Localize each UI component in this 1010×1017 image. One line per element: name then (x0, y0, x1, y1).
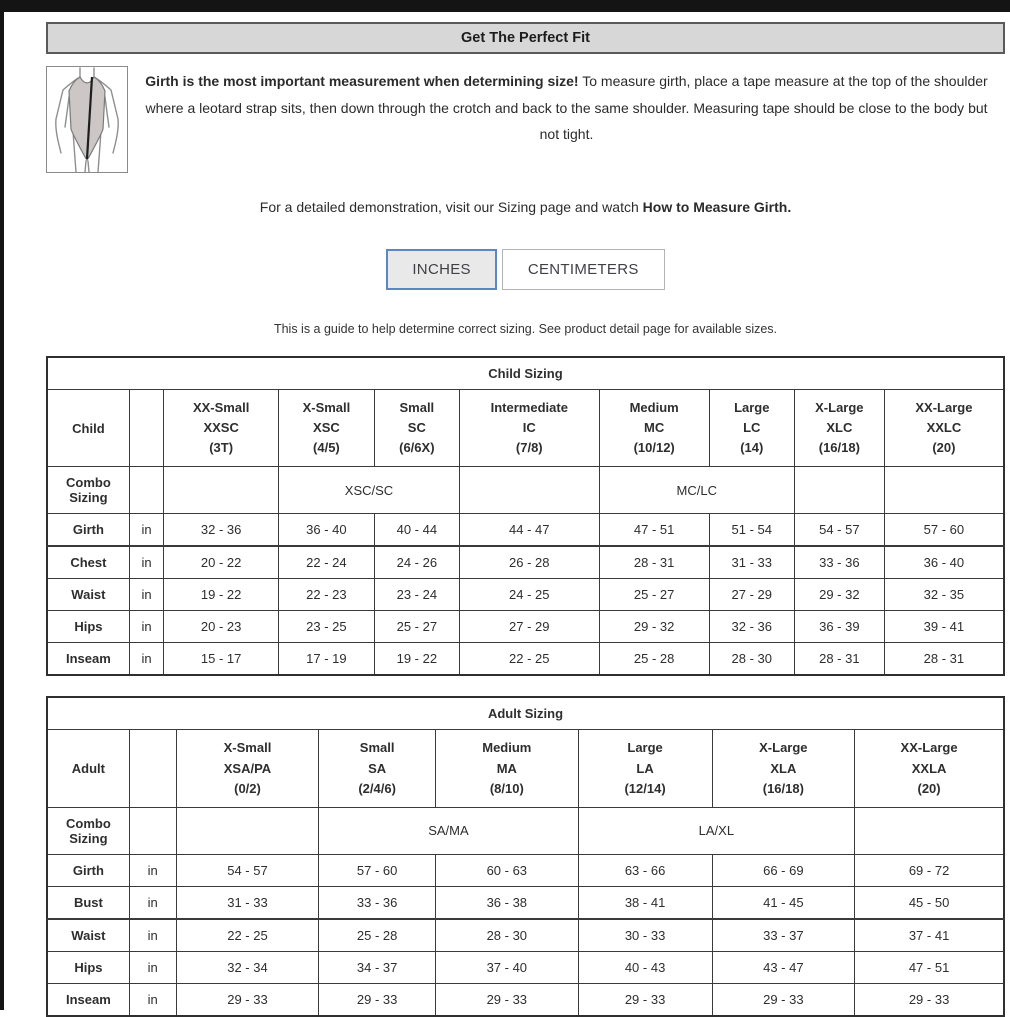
inches-button[interactable]: INCHES (386, 249, 496, 290)
size-value-cell: 29 - 32 (794, 579, 884, 611)
column-header (709, 390, 794, 467)
size-value-cell: 25 - 28 (599, 643, 709, 676)
size-value-cell: 25 - 27 (599, 579, 709, 611)
unit-cell: in (129, 951, 176, 983)
size-value-cell: 29 - 33 (436, 983, 579, 1016)
size-value-cell: 28 - 30 (436, 919, 579, 952)
unit-cell: in (129, 854, 176, 886)
size-value-cell: 24 - 26 (374, 546, 459, 579)
table-caption: Child Sizing (47, 357, 1004, 390)
unit-cell: in (129, 579, 163, 611)
measurement-label: Waist (47, 919, 129, 952)
size-value-cell: 31 - 33 (709, 546, 794, 579)
combo-cell (164, 467, 279, 514)
table-row (47, 514, 1004, 547)
size-value-cell: 31 - 33 (176, 886, 319, 919)
size-value-cell: 29 - 33 (319, 983, 436, 1016)
size-value-cell: 25 - 27 (374, 611, 459, 643)
column-header (459, 390, 599, 467)
size-value-cell: 38 - 41 (578, 886, 712, 919)
combo-cell: LA/XL (578, 807, 855, 854)
combo-cell (459, 467, 599, 514)
table-row (47, 919, 1004, 952)
measurement-label: Bust (47, 886, 129, 919)
size-value-cell: 54 - 57 (794, 514, 884, 547)
column-header (712, 730, 855, 807)
column-header (176, 730, 319, 807)
column-header (279, 390, 375, 467)
measurement-label: Inseam (47, 983, 129, 1016)
unit-cell: in (129, 546, 163, 579)
combo-cell (794, 467, 884, 514)
girth-instructions-bold: Girth is the most important measurement when determining size! (145, 73, 579, 89)
column-header-sizes: (12/14) (624, 780, 666, 796)
size-value-cell: 32 - 36 (709, 611, 794, 643)
size-value-cell: 28 - 31 (599, 546, 709, 579)
unit-cell (129, 807, 176, 854)
column-header-sizes: (16/18) (762, 780, 804, 796)
size-value-cell: 28 - 30 (709, 643, 794, 676)
column-header-sizes: (20) (932, 440, 956, 456)
column-header-code: XXSC (203, 420, 239, 436)
size-value-cell: 45 - 50 (855, 886, 1004, 919)
size-value-cell: 54 - 57 (176, 854, 319, 886)
size-value-cell: 25 - 28 (319, 919, 436, 952)
girth-instructions (128, 68, 1005, 148)
window-frame-left (0, 0, 4, 1010)
column-header-code: XSA/PA (223, 760, 272, 776)
combo-cell: SA/MA (319, 807, 578, 854)
column-header (319, 730, 436, 807)
size-value-cell: 23 - 25 (279, 611, 375, 643)
size-value-cell: 32 - 34 (176, 951, 319, 983)
unit-cell: in (129, 611, 163, 643)
size-value-cell: 29 - 33 (578, 983, 712, 1016)
size-value-cell: 39 - 41 (884, 611, 1004, 643)
size-value-cell: 57 - 60 (319, 854, 436, 886)
size-value-cell: 19 - 22 (374, 643, 459, 676)
size-value-cell: 32 - 35 (884, 579, 1004, 611)
column-header-name: Intermediate (490, 400, 568, 415)
column-header-name: X-Small (302, 400, 351, 415)
unit-cell: in (129, 886, 176, 919)
table-row (47, 611, 1004, 643)
unit-toggle (46, 249, 1005, 290)
size-value-cell: 69 - 72 (855, 854, 1004, 886)
column-header-sizes: (3T) (209, 440, 234, 456)
column-header-name: XX-Large (915, 400, 973, 415)
column-header-code: XLC (826, 420, 853, 436)
column-header (855, 730, 1004, 807)
size-value-cell: 57 - 60 (884, 514, 1004, 547)
column-header-code: XSC (313, 420, 340, 436)
measurement-label: Girth (47, 514, 129, 547)
size-value-cell: 23 - 24 (374, 579, 459, 611)
size-value-cell: 24 - 25 (459, 579, 599, 611)
combo-cell (176, 807, 319, 854)
table-row (47, 854, 1004, 886)
combo-cell (855, 807, 1004, 854)
adult-sizing (46, 696, 1005, 1016)
column-header (884, 390, 1004, 467)
size-value-cell: 34 - 37 (319, 951, 436, 983)
measurement-label: Hips (47, 611, 129, 643)
size-value-cell: 43 - 47 (712, 951, 855, 983)
table-row (47, 886, 1004, 919)
combo-cell: XSC/SC (279, 467, 460, 514)
size-value-cell: 22 - 25 (459, 643, 599, 676)
column-header-sizes: (4/5) (313, 440, 340, 456)
table-row-label: Child (47, 390, 129, 467)
column-header-code: XXLA (911, 760, 947, 776)
size-value-cell: 44 - 47 (459, 514, 599, 547)
size-value-cell: 40 - 44 (374, 514, 459, 547)
size-value-cell: 29 - 33 (176, 983, 319, 1016)
size-value-cell: 66 - 69 (712, 854, 855, 886)
column-header-code: LC (743, 420, 761, 436)
measurement-label: Hips (47, 951, 129, 983)
size-value-cell: 26 - 28 (459, 546, 599, 579)
measurement-label: Waist (47, 579, 129, 611)
table-row (47, 983, 1004, 1016)
size-value-cell: 22 - 24 (279, 546, 375, 579)
child-sizing (46, 356, 1005, 676)
column-header-sizes: (20) (917, 780, 941, 796)
size-value-cell: 41 - 45 (712, 886, 855, 919)
column-header (374, 390, 459, 467)
child-sizing-table-wrap (46, 356, 1005, 676)
size-value-cell: 33 - 36 (794, 546, 884, 579)
column-header-name: Medium (482, 740, 532, 756)
size-value-cell: 40 - 43 (578, 951, 712, 983)
table-row-label: Adult (47, 730, 129, 807)
size-chart-panel (46, 22, 1005, 1017)
size-value-cell: 17 - 19 (279, 643, 375, 676)
size-value-cell: 36 - 38 (436, 886, 579, 919)
column-header-sizes: (16/18) (818, 440, 860, 456)
column-header-code: SA (368, 760, 387, 776)
size-value-cell: 29 - 33 (855, 983, 1004, 1016)
size-value-cell: 20 - 22 (164, 546, 279, 579)
column-header-code: MC (644, 420, 665, 436)
size-value-cell: 37 - 40 (436, 951, 579, 983)
column-header (164, 390, 279, 467)
column-header-name: Medium (629, 400, 679, 415)
window-frame-top (0, 0, 1010, 12)
unit-header-cell (129, 390, 163, 467)
combo-row-label: Combo Sizing (47, 467, 129, 514)
size-value-cell: 36 - 40 (279, 514, 375, 547)
column-header-name: X-Small (223, 740, 272, 756)
column-header (794, 390, 884, 467)
size-value-cell: 28 - 31 (794, 643, 884, 676)
combo-cell: MC/LC (599, 467, 794, 514)
column-header-name: Small (399, 400, 435, 415)
column-header-code: XLA (770, 760, 797, 776)
size-value-cell: 15 - 17 (164, 643, 279, 676)
girth-measurement-figure (46, 66, 128, 173)
column-header-sizes: (8/10) (489, 780, 524, 796)
size-value-cell: 60 - 63 (436, 854, 579, 886)
adult-sizing-table-wrap (46, 696, 1005, 1016)
column-header-name: XX-Large (900, 740, 958, 756)
size-value-cell: 32 - 36 (164, 514, 279, 547)
table-row (47, 546, 1004, 579)
size-value-cell: 47 - 51 (599, 514, 709, 547)
column-header-name: XX-Small (192, 400, 250, 415)
column-header-code: SC (407, 420, 426, 436)
table-row (47, 579, 1004, 611)
size-value-cell: 20 - 23 (164, 611, 279, 643)
combo-cell (884, 467, 1004, 514)
unit-header-cell (129, 730, 176, 807)
column-header (578, 730, 712, 807)
demo-note-text: For a detailed demonstration, visit our Sizing page and watch (259, 199, 643, 215)
size-value-cell: 51 - 54 (709, 514, 794, 547)
column-header-name: X-Large (759, 740, 808, 756)
girth-instructions-rest: To measure girth, place a tape measure at the top of the shoulder where a leotard strap sits, then down through the crotch and back to the same shoulder. Measuring tape should be close to the body but not tight. (145, 73, 988, 143)
column-header-name: Large (734, 400, 770, 415)
column-header-sizes: (2/4/6) (358, 780, 396, 796)
unit-cell: in (129, 983, 176, 1016)
column-header-sizes: (10/12) (633, 440, 675, 456)
size-value-cell: 30 - 33 (578, 919, 712, 952)
unit-cell (129, 467, 163, 514)
size-value-cell: 19 - 22 (164, 579, 279, 611)
column-header (599, 390, 709, 467)
combo-row-label: Combo Sizing (47, 807, 129, 854)
size-value-cell: 27 - 29 (459, 611, 599, 643)
column-header-sizes: (6/6X) (399, 440, 435, 456)
page-title: Get The Perfect Fit (46, 22, 1005, 54)
column-header-sizes: (7/8) (515, 440, 543, 456)
size-value-cell: 36 - 40 (884, 546, 1004, 579)
table-row (47, 951, 1004, 983)
measurement-label: Chest (47, 546, 129, 579)
sizing-guide-note: This is a guide to help determine correct sizing. See product detail page for available sizes. (273, 322, 778, 336)
size-value-cell: 47 - 51 (855, 951, 1004, 983)
measurement-label: Inseam (47, 643, 129, 676)
demo-note-bold: How to Measure Girth. (642, 199, 792, 215)
column-header-sizes: (0/2) (234, 780, 261, 796)
size-value-cell: 29 - 32 (599, 611, 709, 643)
size-value-cell: 33 - 36 (319, 886, 436, 919)
table-caption: Adult Sizing (47, 697, 1004, 730)
size-value-cell: 27 - 29 (709, 579, 794, 611)
column-header-code: MA (496, 760, 517, 776)
column-header-name: X-Large (815, 400, 864, 415)
leotard-figure-icon (47, 67, 127, 172)
size-value-cell: 22 - 23 (279, 579, 375, 611)
column-header-code: LA (636, 760, 654, 776)
size-value-cell: 37 - 41 (855, 919, 1004, 952)
size-value-cell: 22 - 25 (176, 919, 319, 952)
column-header-code: XXLC (926, 420, 962, 436)
column-header-code: IC (522, 420, 536, 436)
column-header-name: Small (359, 740, 395, 756)
unit-cell: in (129, 643, 163, 676)
size-value-cell: 36 - 39 (794, 611, 884, 643)
column-header-sizes: (14) (740, 440, 764, 456)
centimeters-button[interactable]: CENTIMETERS (502, 249, 665, 290)
size-value-cell: 29 - 33 (712, 983, 855, 1016)
unit-cell: in (129, 919, 176, 952)
intro-section (46, 66, 1005, 173)
size-value-cell: 28 - 31 (884, 643, 1004, 676)
size-value-cell: 33 - 37 (712, 919, 855, 952)
demo-note (46, 199, 1005, 215)
table-row (47, 643, 1004, 676)
unit-cell: in (129, 514, 163, 547)
column-header-name: Large (627, 740, 663, 756)
column-header (436, 730, 579, 807)
size-value-cell: 63 - 66 (578, 854, 712, 886)
measurement-label: Girth (47, 854, 129, 886)
